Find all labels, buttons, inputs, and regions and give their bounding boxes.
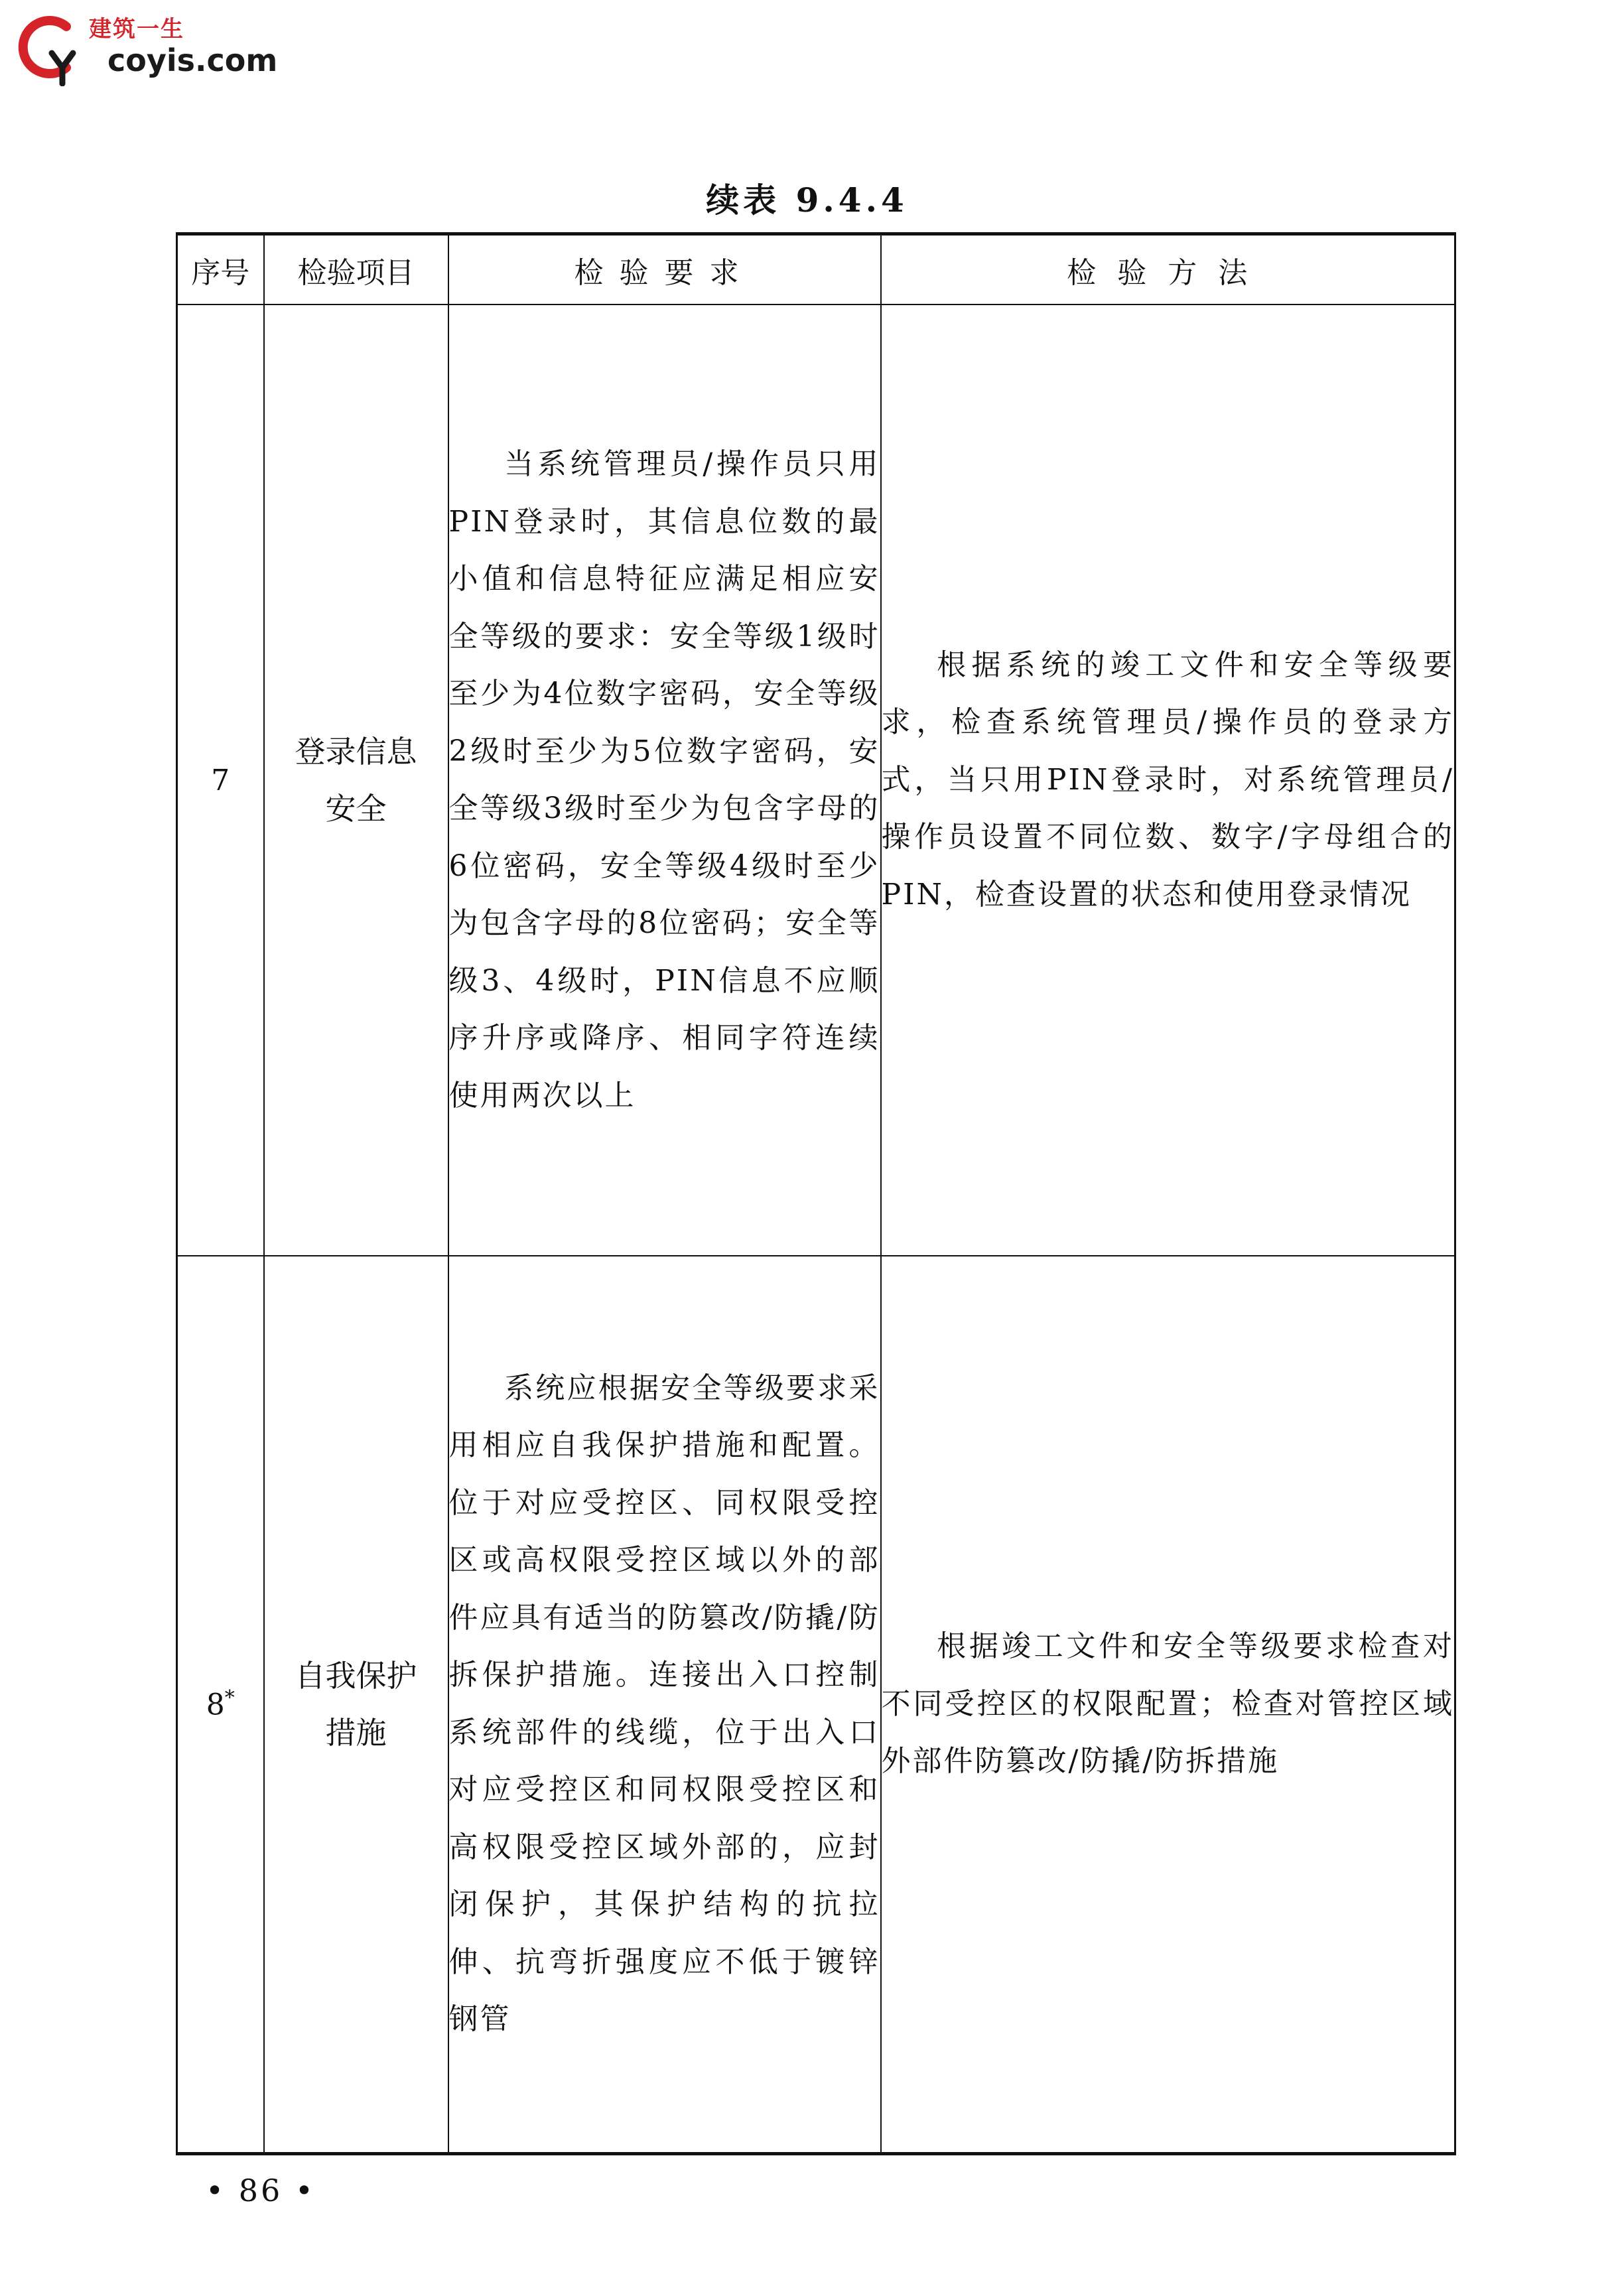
header-no: 序号 [177,234,264,305]
header-item: 检验项目 [264,234,448,305]
header-method: 检验方法 [881,234,1455,305]
row-item [264,304,448,1256]
row-number [177,304,264,1256]
row-method: 根据系统的竣工文件和安全等级要求，检查系统管理员/操作员的登录方式，当只用PIN登录时，对系统管理员/操作员设置不同位数、数字/字母组合的PIN，检查设置的状态和使用登录情况 [881,304,1455,1256]
row-method: 根据竣工文件和安全等级要求检查对不同受控区的权限配置；检查对管控区域外部件防篡改/防撬/防拆措施 [881,1256,1455,2153]
table-header-row [177,234,1455,305]
logo-chinese-text: 建筑一生 [89,16,184,42]
row-item-line2: 措施 [325,1714,387,1751]
header-requirement: 检验要求 [448,234,881,305]
row-number-value: 7 [211,763,230,797]
logo-mark-icon [9,7,89,86]
row-requirement: 系统应根据安全等级要求采用相应自我保护措施和配置。位于对应受控区、同权限受控区或高权限受控区域以外的部件应具有适当的防篡改/防撬/防拆保护措施。连接出入口控制系统部件的线缆，位于出入口对应受控区和同权限受控区和高权限受控区域外部的，应封闭保护，其保护结构的抗拉伸、抗弯折强度应不低于镀锌钢管 [448,1256,881,2153]
row-item [264,1256,448,2153]
row-item-line1: 自我保护 [295,1657,417,1694]
table-row [177,1256,1455,2153]
page-number: • 86 • [206,2173,316,2208]
row-number-value: 8 [206,1688,225,1722]
row-number [177,1256,264,2153]
table-title: 续表 9.4.4 [706,180,908,220]
table-row [177,304,1455,1256]
row-number-mark: * [224,1686,235,1710]
inspection-table [176,232,1456,2155]
watermark-logo [9,7,288,86]
row-requirement: 当系统管理员/操作员只用PIN登录时，其信息位数的最小值和信息特征应满足相应安全等级的要求：安全等级1级时至少为4位数字密码，安全等级2级时至少为5位数字密码，安全等级3级时至少为包含字母的6位密码，安全等级4级时至少为包含字母的8位密码；安全等级3、4级时，PIN信息不应顺序升序或降序、相同字符连续使用两次以上 [448,304,881,1256]
logo-site-text: coyis.com [107,42,278,78]
row-item-line2: 安全 [325,791,387,827]
row-item-line1: 登录信息 [295,734,417,770]
